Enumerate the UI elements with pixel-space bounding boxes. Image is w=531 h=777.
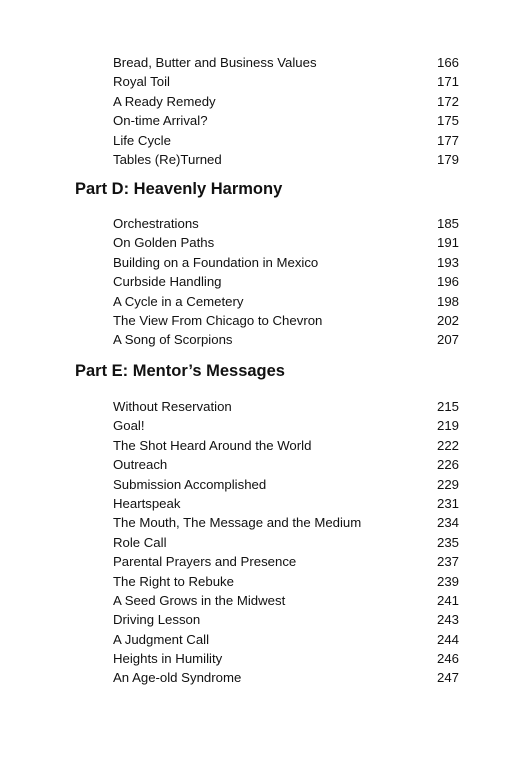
toc-entry-page-number: 247	[436, 670, 459, 686]
toc-entry-page-number: 222	[436, 437, 459, 453]
toc-entry-page-number: 229	[436, 476, 459, 492]
toc-entry	[0, 131, 531, 150]
toc-entry	[0, 111, 531, 130]
toc-entry-title: A Cycle in a Cemetery	[113, 293, 244, 309]
toc-entry-title: The Right to Rebuke	[113, 573, 234, 589]
toc-entry-page-number: 241	[436, 592, 459, 608]
toc-entry-title: The Shot Heard Around the World	[113, 437, 312, 453]
toc-entry	[0, 455, 531, 474]
toc-entry-title: A Judgment Call	[113, 631, 210, 647]
toc-entry-page-number: 231	[436, 495, 459, 511]
toc-entry-page-number: 166	[436, 55, 459, 70]
toc-entry-title: Life Cycle	[113, 132, 171, 148]
toc-list-part-c	[0, 53, 531, 169]
toc-entry-title: Building on a Foundation in Mexico	[113, 254, 319, 270]
toc-entry-page-number: 193	[436, 254, 459, 270]
toc-entry	[0, 436, 531, 455]
toc-entry-page-number: 237	[436, 554, 459, 570]
toc-entry-title: On Golden Paths	[113, 235, 215, 251]
toc-entry-page-number: 243	[436, 612, 459, 628]
toc-entry	[0, 72, 531, 91]
toc-entry	[0, 53, 531, 72]
toc-entry-title: Royal Toil	[113, 74, 170, 90]
toc-entry	[0, 330, 531, 349]
toc-entry-page-number: 244	[436, 631, 459, 647]
toc-entry-page-number: 219	[436, 418, 459, 434]
toc-entry-page-number: 175	[436, 113, 459, 129]
toc-entry-page-number: 234	[436, 515, 459, 531]
toc-entry-title: On-time Arrival?	[113, 113, 208, 129]
toc-entry-page-number: 179	[436, 151, 459, 167]
toc-entry-page-number: 185	[436, 216, 459, 231]
toc-entry	[0, 591, 531, 610]
toc-entry	[0, 272, 531, 291]
toc-entry-title: Outreach	[113, 457, 168, 473]
toc-entry-title: Heartspeak	[113, 495, 181, 511]
toc-entry-page-number: 198	[436, 293, 459, 309]
toc-entry-title: Goal!	[113, 418, 145, 434]
toc-entry	[0, 513, 531, 532]
toc-entry-page-number: 171	[436, 74, 459, 90]
toc-entry-title: Curbside Handling	[113, 274, 222, 290]
toc-entry	[0, 668, 531, 687]
toc-entry-page-number: 172	[436, 93, 459, 109]
toc-entry	[0, 552, 531, 571]
part-e-heading: Part E: Mentor’s Messages	[75, 362, 285, 380]
toc-entry-title: The Mouth, The Message and the Medium	[113, 515, 362, 531]
toc-entry-title: A Ready Remedy	[113, 93, 216, 109]
toc-entry-title: A Seed Grows in the Midwest	[113, 592, 286, 608]
toc-entry-title: Tables (Re)Turned	[113, 151, 222, 167]
toc-entry-title: Parental Prayers and Presence	[113, 554, 297, 570]
toc-entry-title: Submission Accomplished	[113, 476, 267, 492]
toc-entry-page-number: 239	[436, 573, 459, 589]
toc-entry-page-number: 235	[436, 534, 459, 550]
toc-entry-page-number: 177	[436, 132, 459, 148]
toc-entry-title: Orchestrations	[113, 216, 199, 231]
toc-entry	[0, 416, 531, 435]
toc-entry	[0, 214, 531, 233]
toc-entry	[0, 253, 531, 272]
toc-entry	[0, 610, 531, 629]
toc-entry-title: An Age-old Syndrome	[113, 670, 242, 686]
toc-entry-page-number: 191	[436, 235, 459, 251]
toc-entry-title: Bread, Butter and Business Values	[113, 55, 317, 70]
toc-entry-page-number: 196	[436, 274, 459, 290]
toc-entry-title: Without Reservation	[113, 399, 232, 414]
toc-entry-page-number: 246	[436, 651, 459, 667]
toc-entry-title: Driving Lesson	[113, 612, 201, 628]
toc-list-part-e	[0, 397, 531, 688]
toc-entry	[0, 630, 531, 649]
toc-entry-page-number: 207	[436, 332, 459, 348]
toc-entry	[0, 649, 531, 668]
toc-entry	[0, 92, 531, 111]
toc-entry	[0, 233, 531, 252]
toc-entry-page-number: 202	[436, 312, 459, 328]
toc-entry-title: Role Call	[113, 534, 167, 550]
toc-entry-title: The View From Chicago to Chevron	[113, 312, 323, 328]
toc-entry	[0, 475, 531, 494]
toc-entry	[0, 150, 531, 169]
toc-entry	[0, 494, 531, 513]
toc-entry-page-number: 226	[436, 457, 459, 473]
toc-entry	[0, 572, 531, 591]
toc-entry	[0, 533, 531, 552]
toc-list-part-d	[0, 214, 531, 350]
toc-entry	[0, 292, 531, 311]
toc-entry-title: Heights in Humility	[113, 651, 223, 667]
toc-entry-page-number: 215	[436, 399, 459, 414]
toc-entry	[0, 397, 531, 416]
toc-entry	[0, 311, 531, 330]
part-d-heading: Part D: Heavenly Harmony	[75, 180, 283, 198]
toc-entry-title: A Song of Scorpions	[113, 332, 233, 348]
